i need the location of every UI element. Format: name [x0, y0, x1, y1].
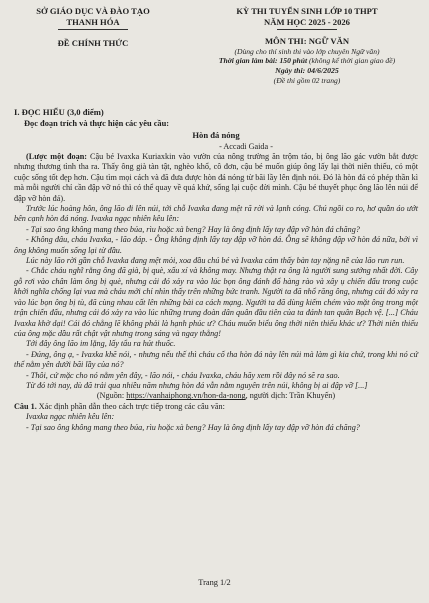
question-quote: - Tại sao ông không mang theo búa, rìu hoặc xà beng? Hay là ông định lấy tay đập vỡ hòn đá chăng? [26, 422, 360, 432]
story-paragraph: Trước lúc hoàng hôn, ông lão đi lên núi, tới chỗ Ivaxka đang mệt rã rời và lạnh cóng. Chú ngồi co ro, hơ quần áo ướt bên cạnh hòn đá nóng. Ivaxka ngạc nhiên kêu lên: [14, 204, 418, 224]
header-left [18, 6, 168, 49]
question-text: Xác định phần dẫn theo cách trực tiếp trong các câu văn: [36, 401, 225, 411]
header-right [196, 6, 418, 86]
exam-title: KỲ THI TUYỂN SINH LỚP 10 THPT [236, 6, 378, 16]
source-link[interactable]: https://vanhaiphong.vn/hon-da-nong [126, 391, 246, 401]
page-count-note: (Đề thi gồm 02 trang) [273, 75, 341, 85]
question-label: Câu 1. [14, 401, 37, 411]
story-paragraph: Từ đó tới nay, dù đã trải qua nhiều năm nhưng hòn đá vẫn nằm nguyên trên núi, không bị ai đập vỡ [...] [26, 380, 368, 390]
department-name: SỞ GIÁO DỤC VÀ ĐÀO TẠO [36, 6, 150, 16]
exam-date: Ngày thi: 04/6/2025 [275, 66, 339, 76]
official-label: ĐỀ CHÍNH THỨC [57, 38, 129, 48]
summary-paragraph [14, 152, 418, 204]
header-right-rule [277, 29, 337, 30]
header-left-rule [58, 29, 128, 30]
summary-label: (Lược một đoạn: [26, 152, 87, 161]
school-year: NĂM HỌC 2025 - 2026 [264, 16, 350, 27]
province-name: THANH HÓA [66, 16, 120, 27]
story-paragraph: - Không đâu, cháu Ivaxka, - lão đáp. - Ông không định lấy tay đập vỡ hòn đá. Ông sẽ không đập vỡ hòn đá nữa, bởi vì ông không muốn sống lại từ đầu. [14, 235, 418, 255]
page-number: Trang 1/2 [198, 578, 231, 587]
source-prefix: (Nguồn: [96, 391, 127, 401]
subject-title: MÔN THI: NGỮ VĂN [264, 36, 350, 46]
story-paragraph: Lúc này lão rời gần chỗ Ivaxka đang mệt mỏi, xoa đầu chú bé và Ivaxka cảm thấy bàn tay nặng nề của lão run run. [26, 256, 405, 266]
time-note: (không kể thời gian giao đề) [307, 56, 396, 66]
story-paragraph: - Chắc cháu nghĩ rằng ông đã già, bị què, xấu xí và không may. Nhưng thật ra ông là người sung sướng nhất đời. Cây gỗ rơi vào chân làm ông bị què, nhưng cái đó xảy ra vào lúc bọn ông đánh đổ hàng rào và xây ụ chiến đấu trong cuộc khởi nghĩa chống lại vua mà cháu mới chỉ nhìn thấy trên những bức tranh. Người ta đã nhổ răng ông, nhưng cái đó xảy ra vào lúc bọn ông bị tù, đã cùng nhau cất lên những bài ca cách mạng. Người ta đã dùng kiếm chém vào mặt ông trong một trận chiến đấu, nhưng cái đó xảy ra vào lúc những trung đoàn dân quân đầu tiên của ta đánh tan quân Bạch vệ. [...] Cháu Ivaxka khờ dại! Cái đó chẳng lẽ không phải là hạnh phúc ư? Cháu muốn biểu ông thời niên thiếu khác ư? Thời niên thiếu của ông mặc dầu rất chật vật nhưng trong sáng và ngay thẳng! [14, 266, 418, 338]
section-instruction: Đọc đoạn trích và thực hiện các yêu cầu: [24, 119, 170, 128]
section-title: I. ĐỌC HIỂU (3,0 điểm) [14, 107, 104, 117]
story-paragraph: - Tại sao ông không mang theo búa, rìu hoặc xà beng? Hay là ông định lấy tay đập vỡ hòn đá chăng? [26, 224, 360, 234]
time-line [196, 56, 418, 66]
story-paragraph: - Đúng, ông ạ, - Ivaxka khẽ nói, - nhưng nếu thế thì cháu cố tha hòn đá này lên núi mà làm gì kia chứ, trong khi nó cứ thể nằm yên dưới bãi lầy của nó? [14, 349, 418, 370]
source-suffix: , người dịch: Trần Khuyến) [245, 391, 336, 401]
story-paragraph: - Thôi, cứ mặc cho nó nằm yên đây, - lão nói, - cháu Ivaxka, cháu hãy xem rồi đây nó sẽ ra sao. [26, 370, 340, 380]
story-title: Hòn đá nóng [192, 130, 240, 140]
time-label: Thời gian làm bài: 150 phút [218, 56, 308, 66]
story-paragraph: Tới đây ông lão im lặng, lấy tẩu ra hút thuốc. [26, 339, 176, 349]
question-quote-intro: Ivaxka ngạc nhiên kêu lên: [26, 412, 115, 422]
reading-section [14, 107, 418, 433]
summary-text: Cậu bé Ivaxka Kuriaxkin vào vườn của nông trường ăn trộm táo, bị ông lão gác vườn bắt được nhưng thương tình tha ra. Thấy ông già tàn tật, nghèo khổ, cô đơn, cậu bé muốn giúp ông lấy lại thời niên thiếu, có một cuộc sống tốt đẹp hơn. Cậu tìm mọi cách và đã đưa được hòn đá nóng từ bãi lầy lên định nói. Đó là hòn đá có phép thần kì mà mỗi người chỉ cần đập vỡ nó thì có thể quay về quá khứ, sống lại cuộc đời mình. Cậu bé thuyết phục ông lão lên núi để đập vỡ hòn đá). [14, 152, 418, 203]
source-citation [14, 391, 418, 402]
subject-note: (Dùng cho thí sinh thi vào lớp chuyên Ngữ văn) [234, 46, 380, 56]
question-1 [14, 402, 418, 412]
story-author: - Accadi Gaida - [219, 142, 273, 151]
